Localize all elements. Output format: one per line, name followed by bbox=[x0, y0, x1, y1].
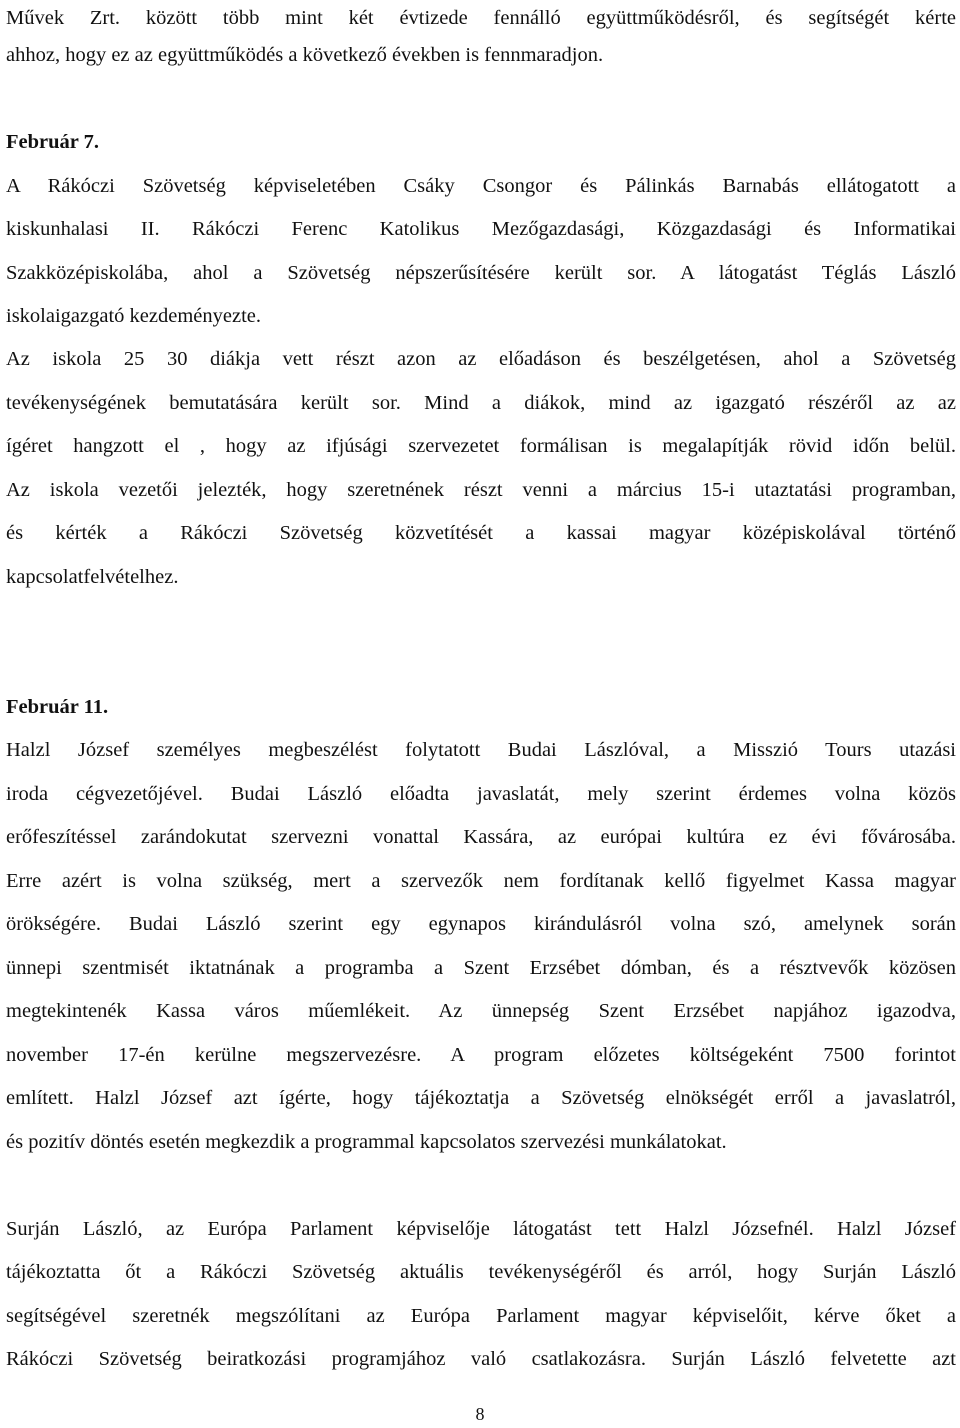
text-line: Művek Zrt. között több mint két évtizede fennálló együttműködésről, és segítségét kérte bbox=[6, 7, 956, 29]
text-line: Szakközépiskolába, ahol a Szövetség népszerűsítésére került sor. A látogatást Téglás László bbox=[6, 262, 956, 284]
text-line: megtekintenék Kassa város műemlékeit. Az ünnepség Szent Erzsébet napjához igazodva, bbox=[6, 1000, 956, 1022]
text-line: és kérték a Rákóczi Szövetség közvetítését a kassai magyar középiskolával történő bbox=[6, 522, 956, 544]
text-line: Az iskola 25 30 diákja vett részt azon az előadáson és beszélgetésen, ahol a Szövetség bbox=[6, 348, 956, 370]
text-line: ahhoz, hogy ez az együttműködés a következő években is fennmaradjon. bbox=[6, 44, 604, 66]
page-number: 8 bbox=[475, 1404, 485, 1424]
text-line: említett. Halzl József azt ígérte, hogy tájékoztatja a Szövetség elnökségét erről a javaslatról, bbox=[6, 1087, 956, 1109]
text-line: tevékenységének bemutatására került sor. Mind a diákok, mind az igazgató részéről az az bbox=[6, 392, 956, 414]
text-line: örökségére. Budai László szerint egy egynapos kirándulásról volna szó, amelynek során bbox=[6, 913, 956, 935]
text-line: Erre azért is volna szükség, mert a szervezők nem fordítanak kellő figyelmet Kassa magyar bbox=[6, 870, 956, 892]
text-line: ígéret hangzott el , hogy az ifjúsági szervezetet formálisan is megalapítják rövid időn belül. bbox=[6, 435, 956, 457]
text-line: tájékoztatta őt a Rákóczi Szövetség aktuális tevékenységéről és arról, hogy Surján László bbox=[6, 1261, 956, 1283]
text-line: segítségével szeretnék megszólítani az Európa Parlament magyar képviselőit, kérve őket a bbox=[6, 1305, 956, 1327]
text-line: Rákóczi Szövetség beiratkozási programjához való csatlakozásra. Surján László felvetette azt bbox=[6, 1348, 956, 1370]
text-line: kiskunhalasi II. Rákóczi Ferenc Katolikus Mezőgazdasági, Közgazdasági és Informatikai bbox=[6, 218, 956, 240]
text-line: iskolaigazgató kezdeményezte. bbox=[6, 305, 261, 327]
section-heading-february-7: Február 7. bbox=[6, 131, 100, 153]
text-line: Az iskola vezetői jelezték, hogy szeretnének részt venni a március 15-i utaztatási programban, bbox=[6, 479, 956, 501]
text-line: november 17-én kerülne megszervezésre. A program előzetes költségeként 7500 forintot bbox=[6, 1044, 956, 1066]
text-line: Surján László, az Európa Parlament képviselője látogatást tett Halzl Józsefnél. Halzl József bbox=[6, 1218, 956, 1240]
text-line: erőfeszítéssel zarándokutat szervezni vonattal Kassára, az európai kultúra ez évi fővárosába. bbox=[6, 826, 956, 848]
text-line: Halzl József személyes megbeszélést folytatott Budai Lászlóval, a Misszió Tours utazási bbox=[6, 739, 956, 761]
text-line: ünnepi szentmisét iktatnának a programba a Szent Erzsébet dómban, és a résztvevők közösen bbox=[6, 957, 956, 979]
text-line: és pozitív döntés esetén megkezdik a programmal kapcsolatos szervezési munkálatokat. bbox=[6, 1131, 727, 1153]
text-line: kapcsolatfelvételhez. bbox=[6, 566, 179, 588]
text-line: iroda cégvezetőjével. Budai László előadta javaslatát, mely szerint érdemes volna közös bbox=[6, 783, 956, 805]
section-heading-february-11: Február 11. bbox=[6, 696, 109, 718]
text-line: A Rákóczi Szövetség képviseletében Csáky Csongor és Pálinkás Barnabás ellátogatott a bbox=[6, 175, 956, 197]
